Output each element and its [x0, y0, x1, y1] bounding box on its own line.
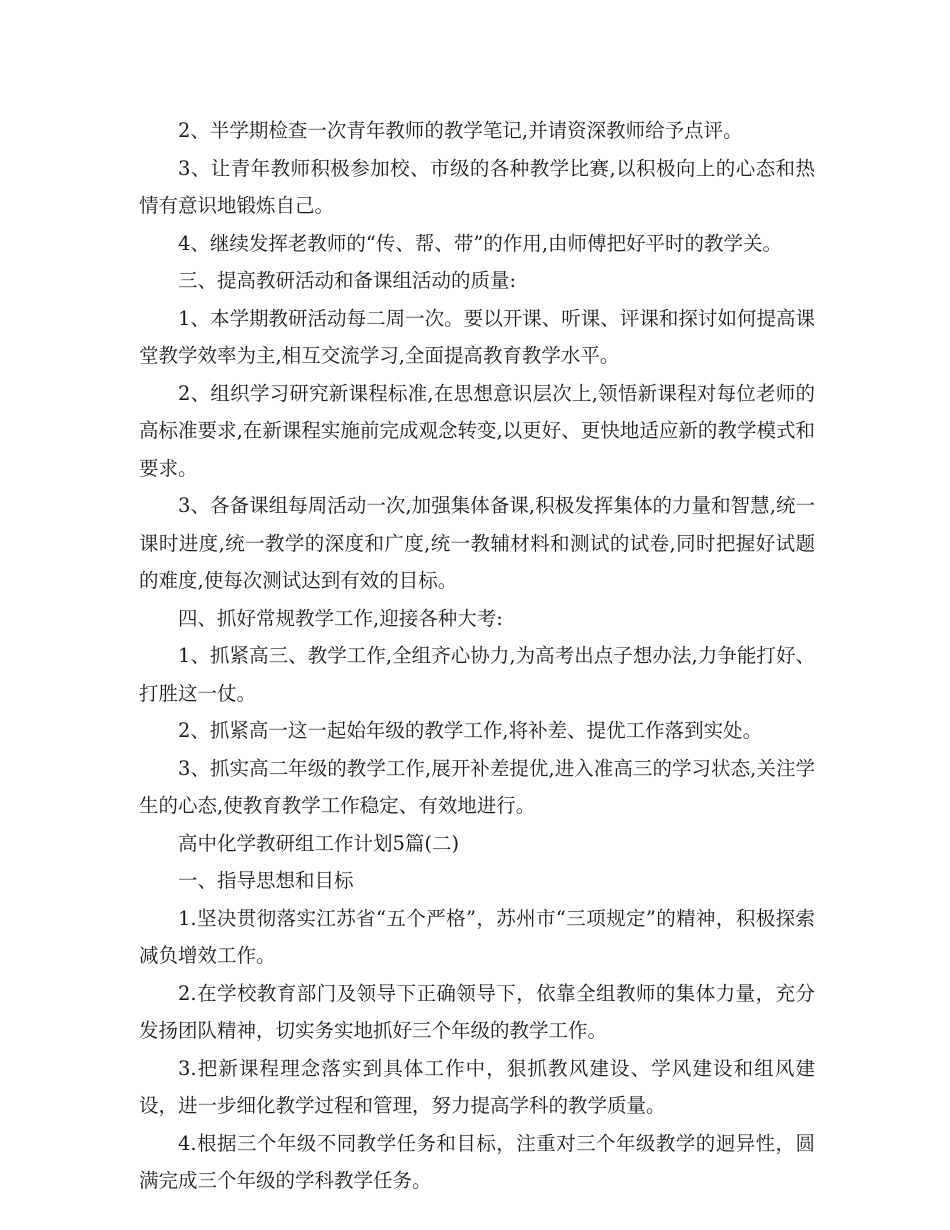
paragraph-lesson-prep-groups: 3、各备课组每周活动一次,加强集体备课,积极发挥集体的力量和智慧,统一课时进度,统一教学的深度和广度,统一教辅材料和测试的试卷,同时把握好试题的难度,使每次测试达到有效的目标。 — [139, 494, 815, 592]
section-heading-routine-teaching: 四、抓好常规教学工作,迎接各种大考: — [178, 606, 503, 630]
section-heading-research-quality: 三、提高教研活动和备课组活动的质量: — [178, 269, 517, 292]
paragraph-teacher-notes: 2、半学期检查一次青年教师的教学笔记,并请资深教师给予点评。 — [178, 119, 743, 142]
paragraph-mentoring: 4、继续发挥老教师的“传、帮、带”的作用,由师傅把好平时的教学关。 — [178, 231, 783, 255]
paragraph-grade-two: 3、抓实高二年级的教学工作,展开补差提优,进入准高三的学习状态,关注学生的心态,使教育教学工作稳定、有效地进行。 — [139, 756, 815, 817]
paragraph-three-grades: 4.根据三个年级不同教学任务和目标，注重对三个年级教学的迥异性，圆满完成三个年级的学科教学任务。 — [139, 1131, 815, 1192]
paragraph-grade-one: 2、抓紧高一这一起始年级的教学工作,将补差、提优工作落到实处。 — [178, 719, 763, 742]
paragraph-leadership: 2.在学校教育部门及领导下正确领导下，依靠全组教师的集体力量，充分发扬团队精神，切实务实地抓好三个年级的教学工作。 — [139, 981, 815, 1042]
document-body — [139, 112, 815, 1200]
paragraph-research-frequency: 1、本学期教研活动每二周一次。要以开课、听课、评课和探讨如何提高课堂教学效率为主,相互交流学习,全面提高教育教学水平。 — [139, 306, 815, 367]
paragraph-curriculum-standards: 2、组织学习研究新课程标准,在思想意识层次上,领悟新课程对每位老师的高标准要求,在新课程实施前完成观念转变,以更好、更快地适应新的教学模式和要求。 — [139, 381, 815, 480]
section-heading-guiding-ideas: 一、指导思想和目标 — [178, 869, 354, 892]
paragraph-new-curriculum: 3.把新课程理念落实到具体工作中，狠抓教风建设、学风建设和组风建设，进一步细化教学过程和管理，努力提高学科的教学质量。 — [139, 1056, 815, 1117]
paragraph-grade-three: 1、抓紧高三、教学工作,全组齐心协力,为高考出点子想办法,力争能打好、打胜这一仗。 — [139, 644, 815, 705]
paragraph-competitions: 3、让青年教师积极参加校、市级的各种教学比赛,以积极向上的心态和热情有意识地锻炼自己。 — [139, 156, 815, 217]
paragraph-policy: 1.坚决贯彻落实江苏省“五个严格”，苏州市“三项规定”的精神，积极探索减负增效工作。 — [139, 906, 815, 967]
document-subtitle: 高中化学教研组工作计划5篇(二) — [178, 831, 460, 855]
